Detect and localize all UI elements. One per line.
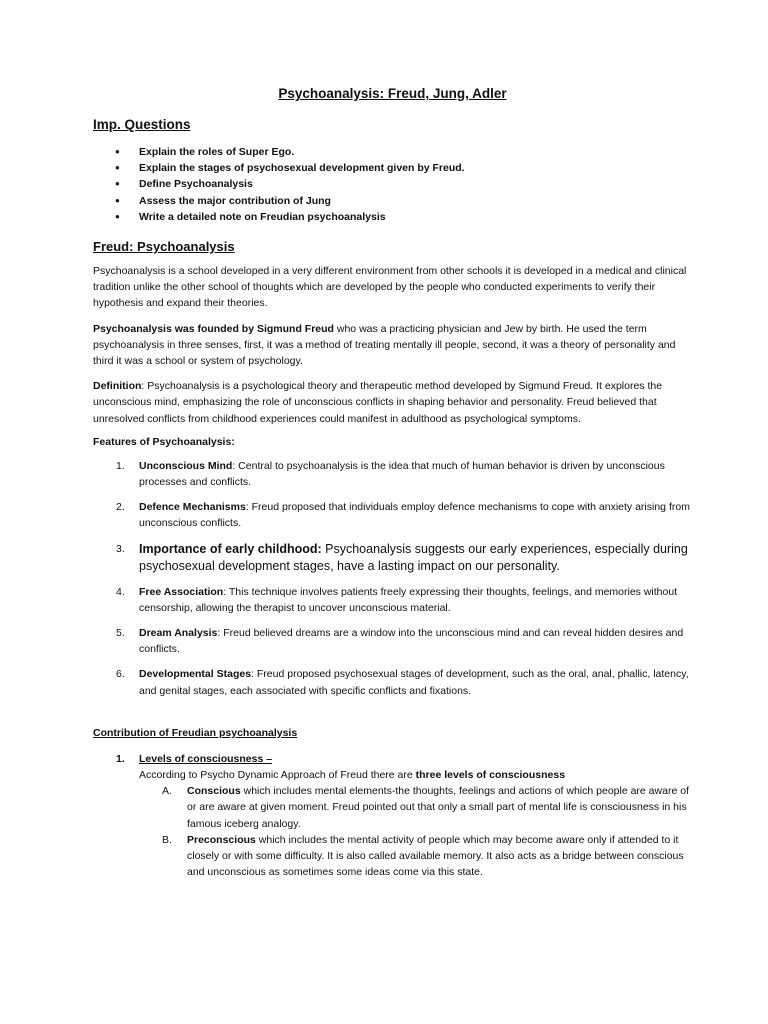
question-item: ● Explain the roles of Super Ego.	[115, 144, 692, 160]
feature-number: 6.	[116, 668, 125, 681]
definition-paragraph	[93, 378, 692, 427]
feature-text: Psychoanalysis suggests our early experiences, especially during psychosexual development stages, have a lasting impact on our personality.	[139, 541, 688, 573]
imp-questions-list	[93, 144, 692, 225]
features-heading: Features of Psychoanalysis:	[93, 435, 235, 448]
level-title: Levels of consciousness –	[139, 752, 273, 765]
question-item: ● Write a detailed note on Freudian psychoanalysis	[115, 209, 692, 225]
feature-term: Free Association	[139, 585, 224, 598]
question-item: ● Assess the major contribution of Jung	[115, 193, 692, 209]
feature-item	[116, 541, 692, 575]
feature-number: 5.	[116, 627, 125, 640]
level-intro	[139, 767, 692, 783]
feature-term: Defence Mechanisms	[139, 501, 246, 514]
sub-term: Conscious	[187, 785, 241, 798]
sub-item	[162, 783, 692, 832]
level-intro-text: According to Psycho Dynamic Approach of Freud there are	[139, 769, 416, 782]
intro-paragraph: Psychoanalysis is a school developed in a very different environment from other schools it is developed in a medical and clinical tradition unlike the other school of thoughts which are developed by the people who conducted experiments to verify their hypothesis and expand their theories.	[93, 265, 687, 310]
feature-item	[116, 625, 692, 657]
contribution-heading: Contribution of Freudian psychoanalysis	[93, 726, 298, 739]
feature-text: : Freud proposed that individuals employ defence mechanisms to cope with anxiety arising from unconscious conflicts.	[139, 501, 690, 530]
sub-term: Preconscious	[187, 833, 256, 846]
founder-paragraph	[93, 321, 692, 370]
contribution-list	[93, 751, 692, 881]
feature-item	[116, 666, 692, 698]
sub-text: which includes the mental activity of people which may become aware only if attended to it closely or with some difficulty. It is also called available memory. It also acts as a bridge between conscious and unconscious as sometimes some ideas come via this state.	[187, 833, 684, 879]
features-list	[93, 458, 692, 699]
level-number: 1.	[116, 752, 125, 765]
feature-number: 4.	[116, 585, 125, 598]
sub-letter: B.	[162, 833, 172, 846]
feature-text: : Freud believed dreams are a window into the unconscious mind and can reveal hidden desires and conflicts.	[139, 627, 684, 656]
page-title: Psychoanalysis: Freud, Jung, Adler	[278, 86, 507, 101]
founder-text: who was a practicing physician and Jew by birth. He used the term psychoanalysis in three senses, first, it was a method of treating mentally ill people, second, it was a theory of personality and third it was a school or system of psychology.	[93, 322, 676, 368]
feature-item	[116, 458, 692, 490]
feature-term: Importance of early childhood:	[139, 541, 322, 556]
imp-questions-heading: Imp. Questions	[93, 117, 191, 132]
feature-text: : This technique involves patients freely expressing their thoughts, feelings, and memories without censorship, allowing the therapist to uncover unconscious material.	[139, 585, 678, 614]
level-intro-bold: three levels of consciousness	[415, 769, 566, 782]
level-sublist	[139, 783, 692, 880]
sub-item	[162, 832, 692, 881]
feature-term: Developmental Stages	[139, 668, 252, 681]
feature-number: 2.	[116, 501, 125, 514]
question-item: ● Explain the stages of psychosexual development given by Freud.	[115, 160, 692, 176]
feature-text: : Central to psychoanalysis is the idea that much of human behavior is driven by unconscious processes and conflicts.	[139, 459, 665, 489]
sub-letter: A.	[162, 785, 172, 798]
feature-term: Unconscious Mind	[139, 459, 233, 472]
feature-term: Dream Analysis	[139, 627, 218, 640]
feature-item	[116, 499, 692, 531]
feature-text: : Freud proposed psychosexual stages of development, such as the oral, anal, phallic, latency, and genital stages, each associated with specific conflicts and fixations.	[139, 668, 689, 697]
freud-heading: Freud: Psychoanalysis	[93, 239, 235, 255]
sub-text: which includes mental elements-the thoughts, feelings and actions of which people are aware of or are aware at given moment. Freud pointed out that only a small part of mental life is consciousness in his famous iceberg analogy.	[187, 785, 689, 830]
feature-number: 1.	[116, 459, 125, 472]
definition-text: : Psychoanalysis is a psychological theory and therapeutic method developed by Sigmund Freud. It explores the unconscious mind, emphasizing the role of unconscious conflicts in shaping behavior and personality. Freud believed that unresolved conflicts from childhood experiences could manifest in adulthood as psychological symptoms.	[93, 380, 663, 425]
level-item	[116, 751, 692, 881]
feature-number: 3.	[116, 542, 125, 555]
definition-label: Definition	[93, 380, 142, 393]
founder-bold: Psychoanalysis was founded by Sigmund Freud	[93, 322, 334, 335]
question-item: ● Define Psychoanalysis	[115, 176, 692, 192]
feature-item	[116, 584, 692, 616]
